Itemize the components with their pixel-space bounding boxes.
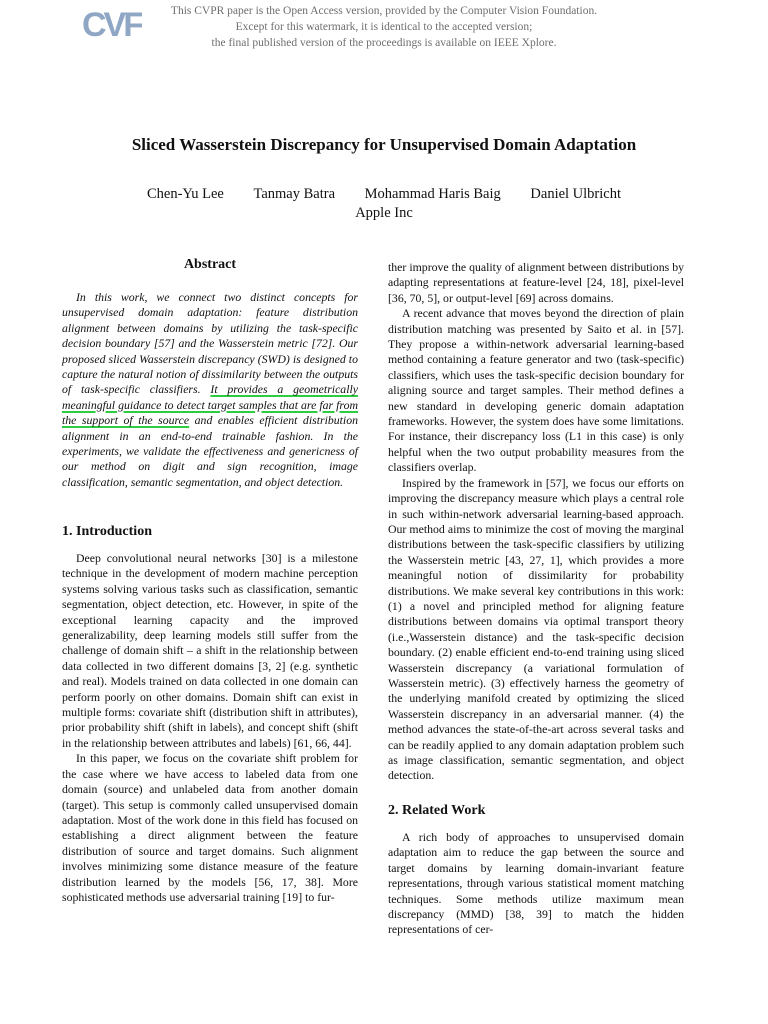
paragraph: ther improve the quality of alignment between distributions by adapting representations at feature-level [24, 18], pixel-level [36, 70, 5], or output-level [69] across domains. xyxy=(388,260,684,305)
abstract-part: In this work, we connect two distinct concepts for unsupervised domain adaptation: feature distribution alignment between domains by utilizing the task-specific decision boundary [57] and the Wasserstein metric [72]. Our proposed sliced Wasserstein discrepancy (SWD) is designed to capture the natural notion of dissimilarity between the outputs of task-specific classifiers. xyxy=(62,290,358,397)
intro-text xyxy=(62,551,358,905)
watermark xyxy=(0,3,768,51)
paragraph: A rich body of approaches to unsupervised domain adaptation aim to reduce the gap between the source and target domains by learning domain-invariant feature representations, through various statistical moment matching techniques. Some methods utilize maximum mean discrepancy (MMD) [38, 39] to match the hidden representations of cer- xyxy=(388,830,684,937)
author-name: Chen-Yu Lee xyxy=(146,186,224,202)
abstract-highlight: It provides a geometrically meaningful guidance to detect target samples that are far from the support of the source xyxy=(62,382,358,428)
affiliation: Apple Inc xyxy=(355,205,413,221)
paper-title: Sliced Wasserstein Discrepancy for Unsupervised Domain Adaptation xyxy=(131,135,637,154)
author-block xyxy=(0,185,768,223)
section-heading-related-work: 2. Related Work xyxy=(388,803,486,818)
paragraph: Inspired by the framework in [57], we focus our efforts on improving the discrepancy measure which plays a central role in such within-network adversarial learning-based approach. Our method aims to minimize the cost of moving the marginal distributions between the task-specific classifiers by utilizing the Wasserstein metric [43, 27, 1], which provides a more meaningful notion of dissimilarity for probability distributions. We make several key contributions in this work: (1) a novel and principled method for aligning feature distributions between domains via optimal transport theory (i.e.,Wasserstein distance) and the task-specific decision boundary. (2) enable efficient end-to-end training using sliced Wasserstein discrepancy (a variational formulation of Wasserstein metric). (3) effectively harness the geometry of the underlying manifold created by optimizing the sliced Wasserstein discrepancy in an adversarial manner. (4) the method advances the state-of-the-art across several tasks and can be readily applied to any domain adaptation problem such as image classification, semantic segmentation, and object detection. xyxy=(388,475,684,783)
section-heading-introduction: 1. Introduction xyxy=(62,524,152,539)
paragraph: A recent advance that moves beyond the direction of plain distribution matching was presented by Saito et al. in [57]. They propose a within-network adversarial learning-based method containing a feature generator and two (task-specific) classifiers, which uses the task-specific decision boundary for aligning source and target samples. Their method defines a new standard in developing generic domain adaptation frameworks. However, the system does have some limitations. For instance, their discrepancy loss (L1 in this case) is only helpful when the two output probability measures from the classifiers overlap. xyxy=(388,306,684,475)
author-name: Daniel Ulbricht xyxy=(530,186,622,202)
abstract-heading: Abstract xyxy=(183,257,237,272)
svg-text:CVF: CVF xyxy=(82,6,141,44)
watermark-line: Except for this watermark, it is identical to the accepted version; xyxy=(235,21,533,33)
related-work-text xyxy=(388,830,684,938)
right-column-text xyxy=(388,260,684,784)
watermark-line: the final published version of the proceedings is available on IEEE Xplore. xyxy=(211,37,557,49)
author-name: Mohammad Haris Baig xyxy=(364,186,501,202)
paragraph: In this paper, we focus on the covariate shift problem for the case where we have access to labeled data from one domain (source) and unlabeled data from another domain (target). This setup is commonly called unsupervised domain adaptation. Most of the work done in this field has focused on establishing a direct alignment between the feature distribution of source and target domains. Such alignment involves minimizing some distance measure of the feature distribution learned by the models [56, 17, 38]. More sophisticated methods use adversarial training [19] to fur- xyxy=(62,751,358,904)
abstract-text xyxy=(62,290,358,490)
author-name: Tanmay Batra xyxy=(253,186,336,202)
abstract-part: and enables efficient distribution alignment in an end-to-end trainable fashion. In the experiments, we validate the effectiveness and genericness of our method on digit and sign recognition, image classification, semantic segmentation, and object detection. xyxy=(62,413,358,489)
watermark-line: This CVPR paper is the Open Access version, provided by the Computer Vision Foundation. xyxy=(170,5,598,17)
paragraph: Deep convolutional neural networks [30] is a milestone technique in the development of modern machine perception systems solving various tasks such as classification, semantic segmentation, object detection, etc. However, in spite of the exceptional learning capacity and the improved generalizability, deep learning models still suffer from the challenge of domain shift – a shift in the relationship between data collected in two different domains [3, 2] (e.g. synthetic and real). Models trained on data collected in one domain can perform poorly on other domains. Domain shift can exist in multiple forms: covariate shift (distribution shift in attributes), prior probability shift (shift in labels), and concept shift (shift in the relationship between attributes and labels) [61, 66, 44]. xyxy=(62,551,358,750)
